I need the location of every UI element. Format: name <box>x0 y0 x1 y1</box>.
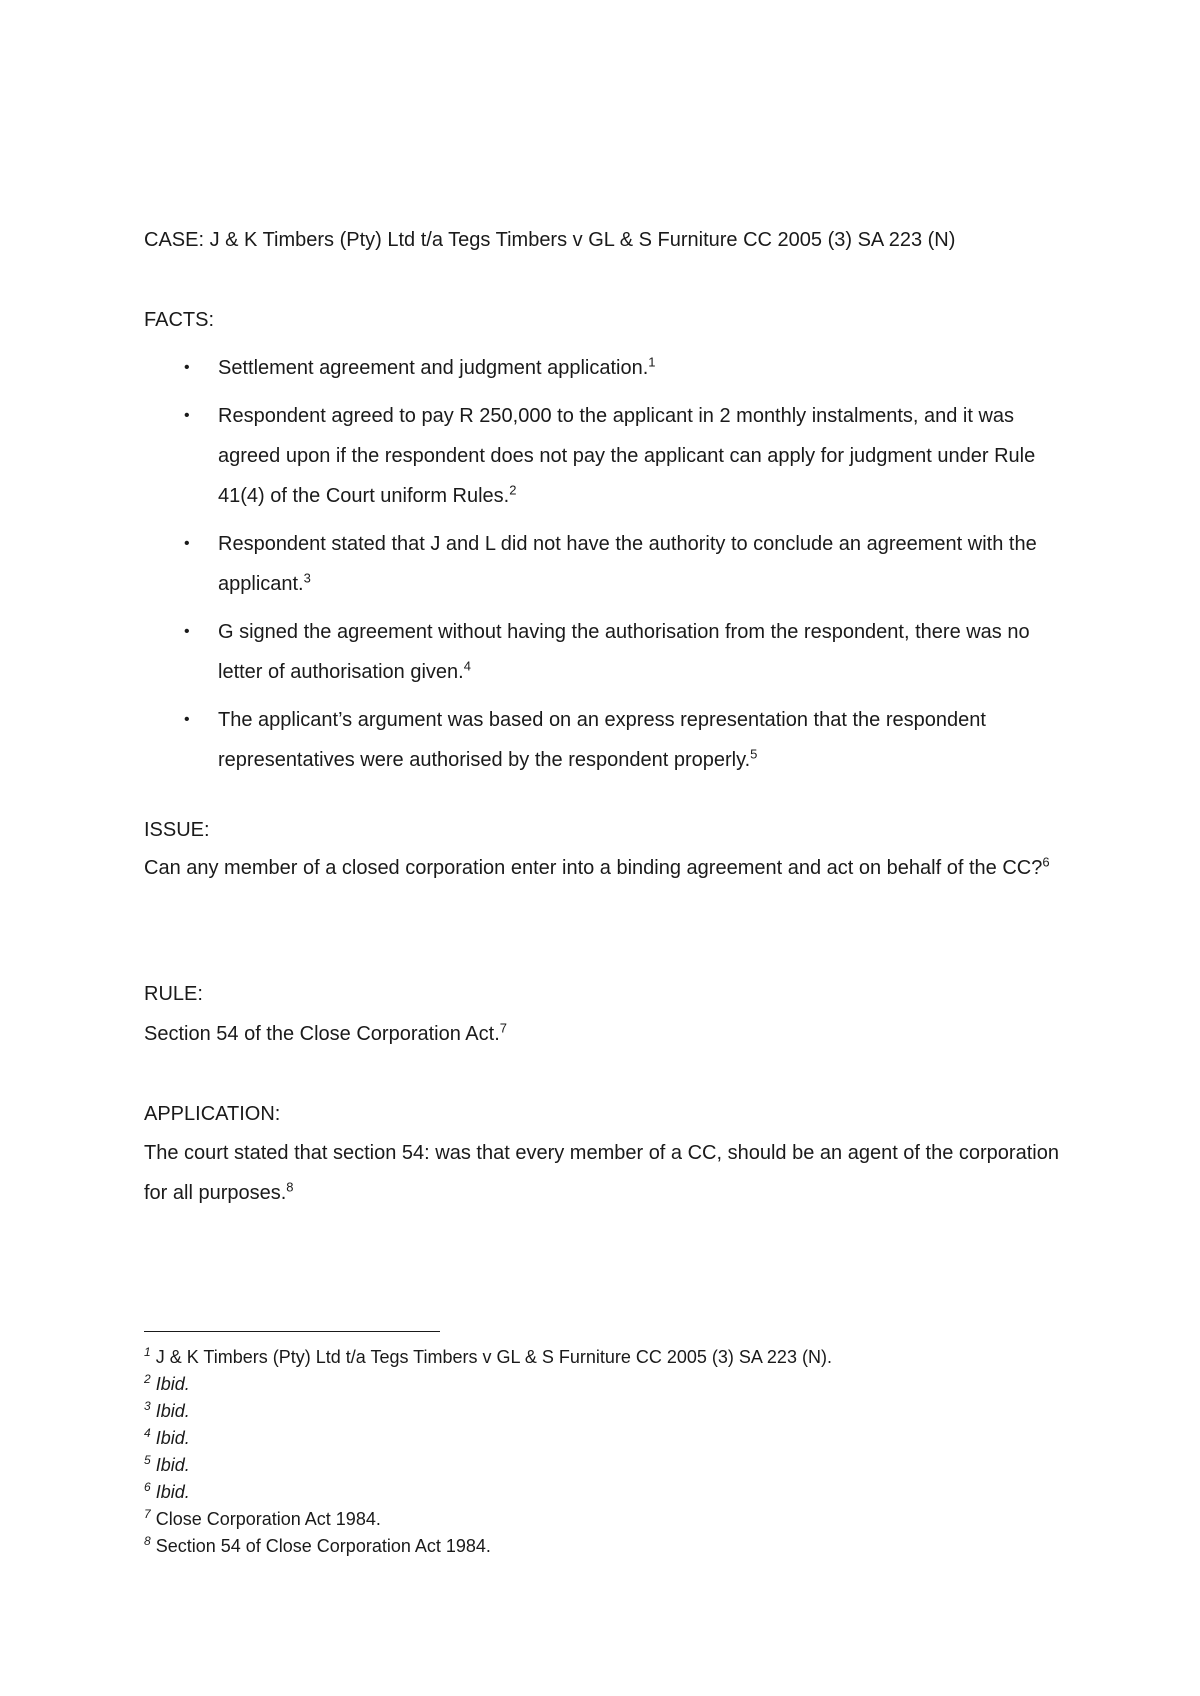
footnote-ref[interactable]: 4 <box>463 658 471 674</box>
footnote-item <box>144 1371 832 1398</box>
rule-text-block <box>144 1014 1074 1054</box>
footnote-ref[interactable]: 6 <box>1042 854 1050 870</box>
rule-text: Section 54 of the Close Corporation Act. <box>144 1023 500 1045</box>
application-text-block <box>144 1133 1074 1213</box>
facts-list <box>144 348 1074 788</box>
footnote-item <box>144 1506 832 1533</box>
footnote-ref[interactable]: 7 <box>499 1020 507 1036</box>
bullet-icon: • <box>184 623 190 640</box>
footnote-item <box>144 1452 832 1479</box>
fact-text: Respondent agreed to pay R 250,000 to the applicant in 2 monthly instalments, and it was agreed upon if the respondent does not pay the applicant can apply for judgment under Rule 41(4) of the Court uniform Rules. <box>218 405 1036 507</box>
issue-text: Can any member of a closed corporation enter into a binding agreement and act on behalf of the CC? <box>144 857 1043 879</box>
footnotes-list <box>144 1344 832 1560</box>
footnote-ref[interactable]: 5 <box>750 746 758 762</box>
case-citation-text: CASE: J & K Timbers (Pty) Ltd t/a Tegs Timbers v GL & S Furniture CC 2005 (3) SA 223 (N) <box>144 229 956 251</box>
list-item <box>144 612 1074 692</box>
footnote-text: Section 54 of Close Corporation Act 1984. <box>155 1536 491 1556</box>
footnote-number: 4 <box>144 1426 151 1440</box>
footnote-item <box>144 1425 832 1452</box>
footnote-text: Ibid. <box>155 1482 190 1502</box>
footnote-item <box>144 1398 832 1425</box>
footnote-number: 5 <box>144 1453 151 1467</box>
footnote-item <box>144 1479 832 1506</box>
issue-heading: ISSUE: <box>144 819 210 841</box>
list-item <box>144 700 1074 780</box>
bullet-icon: • <box>184 535 190 552</box>
fact-text: G signed the agreement without having the authorisation from the respondent, there was no letter of authorisation given. <box>218 621 1030 683</box>
footnote-text: Close Corporation Act 1984. <box>155 1509 381 1529</box>
footnote-item <box>144 1344 832 1371</box>
issue-text-block <box>144 848 1074 888</box>
case-citation <box>144 226 955 254</box>
footnote-ref[interactable]: 1 <box>648 354 656 370</box>
facts-heading: FACTS: <box>144 309 215 331</box>
footnote-number: 6 <box>144 1480 151 1494</box>
footnote-number: 2 <box>144 1372 151 1386</box>
footnote-text: Ibid. <box>155 1374 190 1394</box>
fact-text: Settlement agreement and judgment application. <box>218 357 649 379</box>
footnote-number: 1 <box>144 1345 151 1359</box>
footnote-separator <box>144 1331 440 1332</box>
footnote-number: 8 <box>144 1534 151 1548</box>
footnote-text: J & K Timbers (Pty) Ltd t/a Tegs Timbers v GL & S Furniture CC 2005 (3) SA 223 (N). <box>155 1347 832 1367</box>
footnote-item <box>144 1533 832 1560</box>
footnote-number: 7 <box>144 1507 151 1521</box>
rule-heading: RULE: <box>144 983 203 1005</box>
footnote-text: Ibid. <box>155 1455 190 1475</box>
application-heading: APPLICATION: <box>144 1103 281 1125</box>
bullet-icon: • <box>184 711 190 728</box>
footnote-ref[interactable]: 3 <box>303 570 311 586</box>
fact-text: Respondent stated that J and L did not have the authority to conclude an agreement with the applicant. <box>218 533 1037 595</box>
fact-text: The applicant’s argument was based on an express representation that the respondent representatives were authorised by the respondent properly. <box>218 709 986 771</box>
application-text: The court stated that section 54: was that every member of a CC, should be an agent of the corporation for all purposes. <box>144 1142 1059 1204</box>
bullet-icon: • <box>184 359 190 376</box>
footnote-ref[interactable]: 2 <box>509 482 517 498</box>
list-item <box>144 396 1074 516</box>
footnote-ref[interactable]: 8 <box>286 1179 294 1195</box>
list-item <box>144 524 1074 604</box>
footnote-text: Ibid. <box>155 1428 190 1448</box>
bullet-icon: • <box>184 407 190 424</box>
footnote-text: Ibid. <box>155 1401 190 1421</box>
list-item <box>144 348 1074 388</box>
footnote-number: 3 <box>144 1399 151 1413</box>
